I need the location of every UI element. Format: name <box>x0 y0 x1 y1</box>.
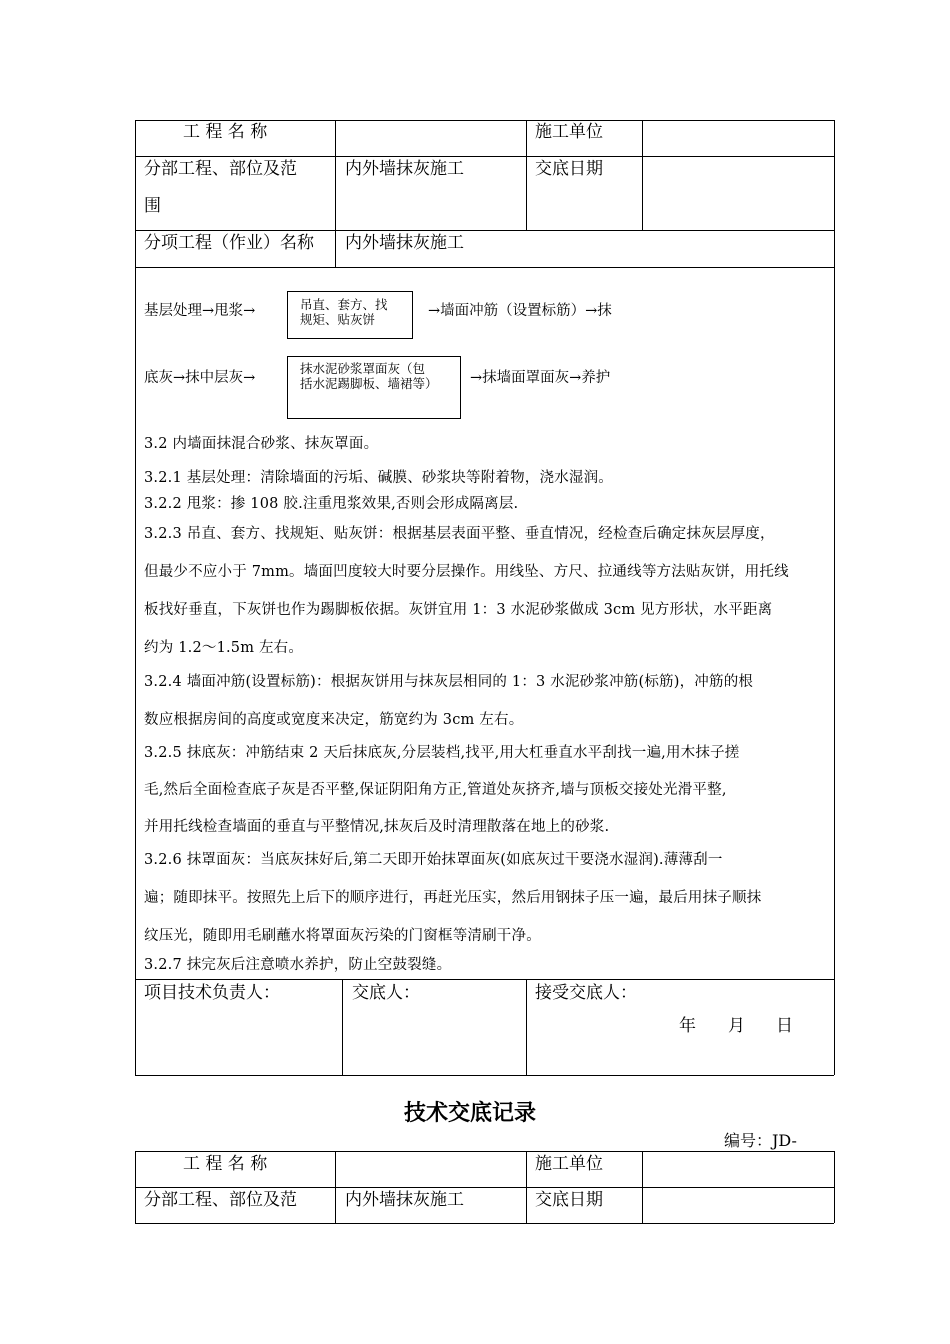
content-line: 3.2.3 吊直、套方、找规矩、贴灰饼：根据基层表面平整、垂直情况，经检查后确定抹灰层厚度， <box>144 526 775 542</box>
flow-box-finish-coat-text-1: 抹水泥砂浆罩面灰（包 <box>300 361 426 376</box>
content-line: 遍；随即抹平。按照先上后下的顺序进行，再赶光压实，然后用钢抹子压一遍，最后用抹子顺抹 <box>144 890 762 906</box>
table-border <box>834 1151 835 1223</box>
flow-box-plumb-text-2: 规矩、贴灰饼 <box>300 312 376 327</box>
receiver-label: 接受交底人： <box>535 983 637 1003</box>
flow-box-finish-coat-text-2: 括水泥踢脚板、墙裙等） <box>300 376 438 391</box>
table-border <box>834 120 835 1075</box>
flow-box-plumb-text-1: 吊直、套方、找 <box>300 297 388 312</box>
table-border <box>135 1151 136 1223</box>
content-line: 3.2.6 抹罩面灰：当底灰抹好后,第二天即开始抹罩面灰(如底灰过干要浇水湿润).薄薄刮一 <box>144 852 723 868</box>
subitem-name-label: 分项工程（作业）名称 <box>144 233 314 253</box>
content-line: 毛,然后全面检查底子灰是否平整,保证阴阳角方正,管道处灰挤齐,墙与顶板交接处光滑平整, <box>144 782 727 798</box>
content-line: 约为 1.2～1.5m 左右。 <box>144 640 304 656</box>
table-border <box>335 120 336 267</box>
table-border <box>526 979 527 1075</box>
division-scope-label: 分部工程、部位及范 <box>144 1190 297 1210</box>
project-name-label: 工 程 名 称 <box>183 122 268 142</box>
content-line: 并用托线检查墙面的垂直与平整情况,抹灰后及时清理散落在地上的砂浆. <box>144 819 610 835</box>
content-line: 板找好垂直，下灰饼也作为踢脚板依据。灰饼宜用 1：3 水泥砂浆做成 3cm 见方形状，水平距离 <box>144 602 773 618</box>
content-line: 3.2.7 抹完灰后注意喷水养护，防止空鼓裂缝。 <box>144 957 452 973</box>
table-border <box>642 120 643 230</box>
flow-line2-end: →抹墙面罩面灰→养护 <box>470 370 611 386</box>
flow-line1-start: 基层处理→甩浆→ <box>144 303 256 319</box>
table-border <box>135 267 834 268</box>
table-border <box>135 120 136 1075</box>
table-border <box>135 1075 834 1076</box>
table-border <box>335 1151 336 1223</box>
table-border <box>642 1151 643 1223</box>
page-title: 技术交底记录 <box>404 1100 537 1126</box>
construction-unit-label: 施工单位 <box>535 122 603 142</box>
date-month-label: 月 <box>728 1016 745 1036</box>
content-line: 纹压光，随即用毛刷蘸水将罩面灰污染的门窗框等清刷干净。 <box>144 928 541 944</box>
content-line: 3.2.1 基层处理：清除墙面的污垢、碱膜、砂浆块等附着物，浇水湿润。 <box>144 470 614 486</box>
disclosure-date-label: 交底日期 <box>535 1190 603 1210</box>
flow-line1-end: →墙面冲筋（设置标筋）→抹 <box>428 303 612 319</box>
subitem-name-value[interactable]: 内外墙抹灰施工 <box>345 233 464 253</box>
record-number: 编号：JD- <box>724 1131 797 1150</box>
table-border <box>135 1223 834 1224</box>
division-scope-value[interactable]: 内外墙抹灰施工 <box>345 159 464 179</box>
division-scope-value[interactable]: 内外墙抹灰施工 <box>345 1190 464 1210</box>
table-border <box>526 120 527 230</box>
content-line: 3.2 内墙面抹混合砂浆、抹灰罩面。 <box>144 436 379 452</box>
discloser-label: 交底人： <box>352 983 420 1003</box>
project-name-label: 工 程 名 称 <box>183 1154 268 1174</box>
construction-unit-label: 施工单位 <box>535 1154 603 1174</box>
table-border <box>342 979 343 1075</box>
date-day-label: 日 <box>776 1016 793 1036</box>
flow-line2-start: 底灰→抹中层灰→ <box>144 370 256 386</box>
content-line: 3.2.2 甩浆：掺 108 胶.注重甩浆效果,否则会形成隔离层. <box>144 496 519 512</box>
content-line: 3.2.4 墙面冲筋(设置标筋)：根据灰饼用与抹灰层相同的 1：3 水泥砂浆冲筋(标筋)，冲筋的根 <box>144 674 754 690</box>
table-border <box>526 1151 527 1223</box>
division-scope-label: 分部工程、部位及范 <box>144 159 297 179</box>
tech-lead-label: 项目技术负责人： <box>144 983 280 1003</box>
content-line: 但最少不应小于 7mm。墙面凹度较大时要分层操作。用线坠、方尺、拉通线等方法贴灰饼，用托线 <box>144 564 789 580</box>
content-line: 3.2.5 抹底灰：冲筋结束 2 天后抹底灰,分层装档,找平,用大杠垂直水平刮找一遍,用木抹子搓 <box>144 745 740 761</box>
disclosure-date-label: 交底日期 <box>535 159 603 179</box>
division-scope-label-cont: 围 <box>144 196 161 216</box>
date-year-label: 年 <box>679 1016 696 1036</box>
content-line: 数应根据房间的高度或宽度来决定，筋宽约为 3cm 左右。 <box>144 712 524 728</box>
